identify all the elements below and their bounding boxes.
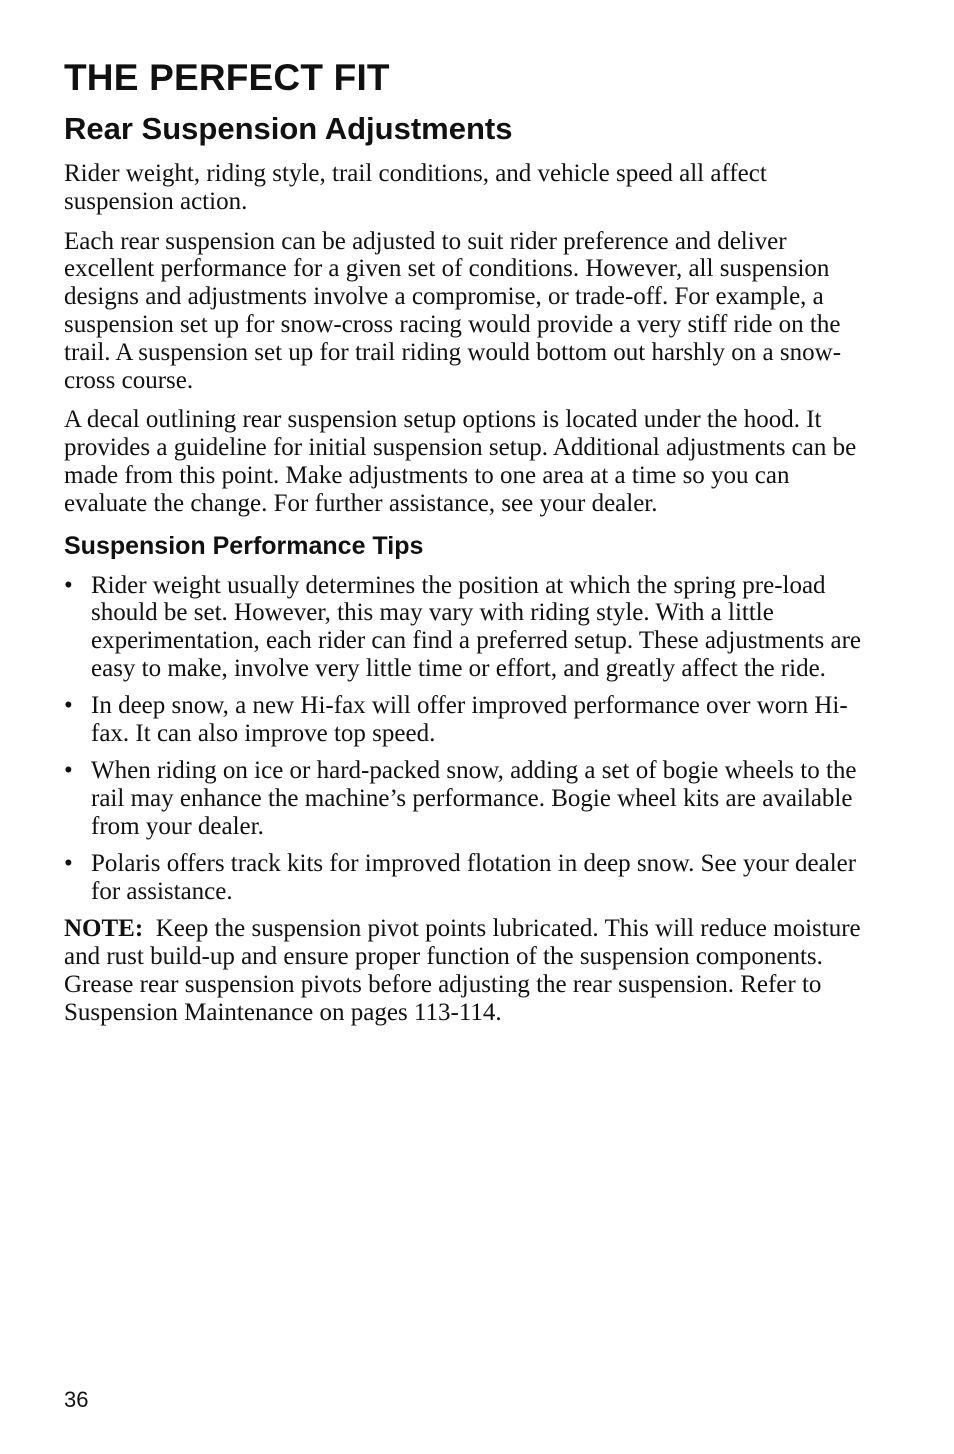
tip-item — [64, 692, 864, 748]
page-number: 36 — [64, 1387, 89, 1412]
tip-item — [64, 850, 864, 906]
bullet-icon: • — [64, 757, 73, 785]
intro-paragraph: A decal outlining rear suspension setup options is located under the hood. It provides a guideline for initial suspension setup. Additional adjustments can be made from this point. Make adjustments to one area at a time so you can evaluate the change. For further assistance, see your dealer. — [64, 406, 857, 517]
tip-text: In deep snow, a new Hi-fax will offer improved performance over worn Hi-fax. It can also improve top speed. — [91, 692, 848, 748]
section-title: Rear Suspension Adjustments — [64, 111, 513, 146]
chapter-title: THE PERFECT FIT — [64, 57, 390, 98]
tip-text: When riding on ice or hard-packed snow, adding a set of bogie wheels to the rail may enhance the machine’s performance. Bogie wheel kits are available from your dealer. — [91, 757, 857, 840]
note-paragraph — [64, 915, 864, 1026]
tips-list — [64, 572, 864, 906]
note-label: NOTE: — [64, 915, 144, 943]
tip-text: Rider weight usually determines the position at which the spring pre-load should be set. However, this may vary with riding style. With a little experimentation, each rider can find a preferred setup. These adjustments are easy to make, involve very little time or effort, and greatly affect the ride. — [91, 571, 862, 682]
intro-paragraph: Each rear suspension can be adjusted to suit rider preference and deliver excellent performance for a given set of conditions. However, all suspension designs and adjustments involve a compromise, or trade-off. For example, a suspension set up for snow-cross racing would provide a very stiff ride on the trail. A suspension set up for trail riding would bottom out harshly on a snow-cross course. — [64, 227, 842, 394]
tip-item — [64, 572, 864, 683]
intro-paragraph: Rider weight, riding style, trail conditions, and vehicle speed all affect suspension action. — [64, 160, 767, 215]
bullet-icon: • — [64, 692, 73, 720]
manual-page — [64, 56, 864, 1039]
bullet-icon: • — [64, 571, 73, 599]
tip-text: Polaris offers track kits for improved flotation in deep snow. See your dealer for assistance. — [91, 850, 857, 906]
note-text: Keep the suspension pivot points lubricated. This will reduce moisture and rust build-up and ensure proper function of the suspension components. Grease rear suspension pivots before adjusting the rear suspension. Refer to Suspension Maintenance on pages 113-114. — [64, 915, 861, 1026]
bullet-icon: • — [64, 850, 73, 878]
tip-item — [64, 757, 864, 840]
tips-title: Suspension Performance Tips — [64, 531, 424, 560]
